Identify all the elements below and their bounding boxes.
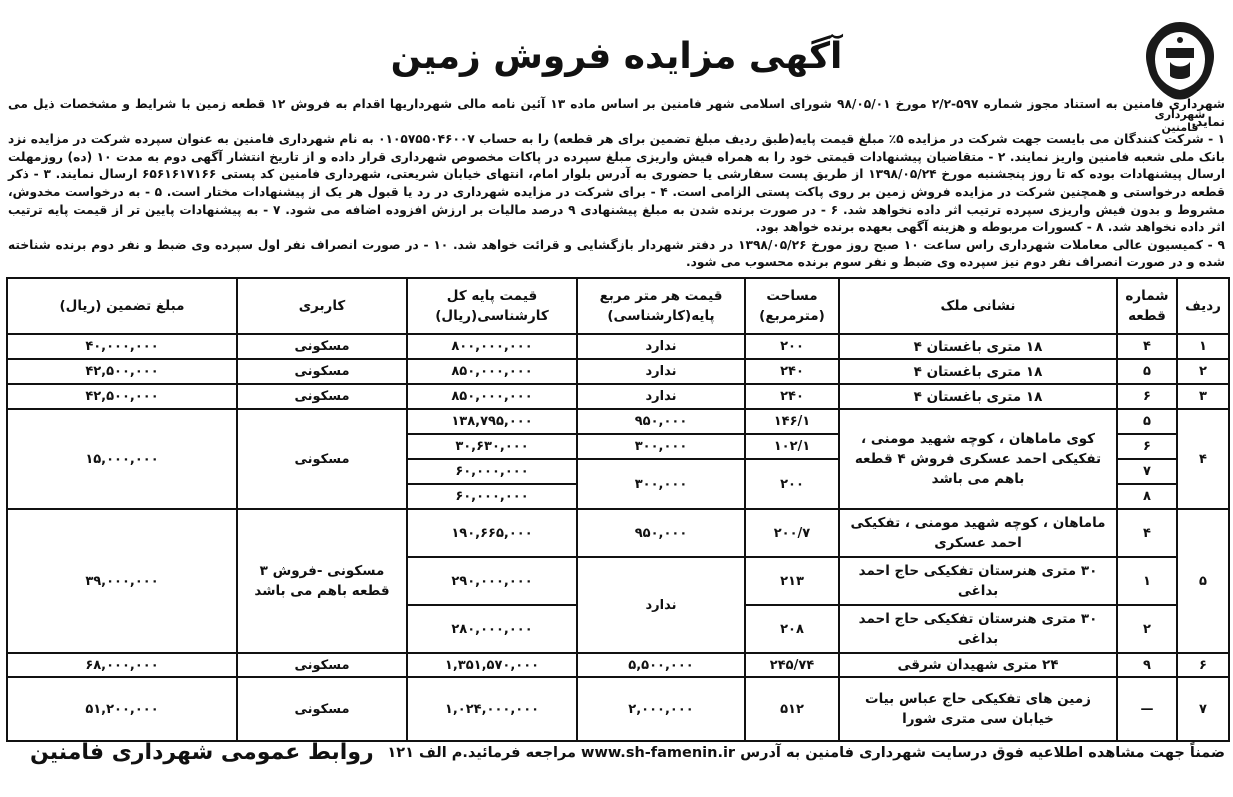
- cell-plot: ۴: [1117, 334, 1177, 359]
- cell-total-price: ۲۸۰,۰۰۰,۰۰۰: [407, 605, 577, 653]
- header-area: مساحت (مترمربع): [745, 278, 839, 334]
- table-row: [7, 359, 1229, 384]
- cell-unit-price: ندارد: [577, 359, 745, 384]
- cell-address: ۲۴ متری شهیدان شرقی: [839, 653, 1117, 677]
- cell-unit-price: ۳۰۰,۰۰۰: [577, 459, 745, 509]
- table-row: [7, 509, 1229, 557]
- cell-total-price: ۱,۳۵۱,۵۷۰,۰۰۰: [407, 653, 577, 677]
- cell-plot: ۷: [1117, 459, 1177, 484]
- cell-deposit: ۳۹,۰۰۰,۰۰۰: [7, 509, 237, 653]
- cell-total-price: ۱۹۰,۶۶۵,۰۰۰: [407, 509, 577, 557]
- cell-usage: مسکونی: [237, 384, 407, 409]
- header-total-price: قیمت پایه کل کارشناسی(ریال): [407, 278, 577, 334]
- cell-row: ۲: [1177, 359, 1229, 384]
- cell-address: ۳۰ متری هنرستان تفکیکی حاج احمد بداغی: [839, 605, 1117, 653]
- notice-title: آگهی مزایده فروش زمین: [390, 36, 843, 77]
- notice-body: [8, 96, 1225, 272]
- cell-row: ۳: [1177, 384, 1229, 409]
- cell-total-price: ۶۰,۰۰۰,۰۰۰: [407, 459, 577, 484]
- cell-address: ۳۰ متری هنرستان تفکیکی حاج احمد بداغی: [839, 557, 1117, 605]
- table-row: [7, 677, 1229, 741]
- cell-area: ۱۴۶/۱: [745, 409, 839, 434]
- cell-row: ۷: [1177, 677, 1229, 741]
- cell-row: ۶: [1177, 653, 1229, 677]
- cell-plot: ۹: [1117, 653, 1177, 677]
- cell-row: ۱: [1177, 334, 1229, 359]
- cell-plot: ۴: [1117, 509, 1177, 557]
- cell-total-price: ۱,۰۲۴,۰۰۰,۰۰۰: [407, 677, 577, 741]
- cell-usage: مسکونی: [237, 653, 407, 677]
- cell-unit-price: ۹۵۰,۰۰۰: [577, 509, 745, 557]
- cell-plot: ۶: [1117, 384, 1177, 409]
- cell-unit-price: ۳۰۰,۰۰۰: [577, 434, 745, 459]
- cell-row: ۵: [1177, 509, 1229, 653]
- cell-total-price: ۸۵۰,۰۰۰,۰۰۰: [407, 384, 577, 409]
- cell-total-price: ۶۰,۰۰۰,۰۰۰: [407, 484, 577, 509]
- cell-address: ۱۸ متری باغستان ۴: [839, 359, 1117, 384]
- cell-row: ۴: [1177, 409, 1229, 509]
- cell-usage: مسکونی: [237, 359, 407, 384]
- table-header-row: [7, 278, 1229, 334]
- header-plot-number: شماره قطعه: [1117, 278, 1177, 334]
- cell-address: ۱۸ متری باغستان ۴: [839, 334, 1117, 359]
- cell-usage: مسکونی -فروش ۳ قطعه باهم می باشد: [237, 509, 407, 653]
- header-usage: کاربری: [237, 278, 407, 334]
- cell-area: ۲۰۸: [745, 605, 839, 653]
- cell-usage: مسکونی: [237, 409, 407, 509]
- cell-area: ۵۱۲: [745, 677, 839, 741]
- cell-usage: مسکونی: [237, 334, 407, 359]
- notice-intro: شهرداری فامنین به استناد مجوز شماره ۵۹۷-۲/۲ مورخ ۹۸/۰۵/۰۱ شورای اسلامی شهر فامنین بر اساس ماده ۱۳ آئین نامه مالی شهرداریها اقدام به فروش ۱۲ قطعه زمین با شرایط و مشخصات ذیل می نماید.: [8, 97, 1225, 129]
- header-row-number: ردیف: [1177, 278, 1229, 334]
- cell-unit-price: ندارد: [577, 384, 745, 409]
- cell-deposit: ۴۰,۰۰۰,۰۰۰: [7, 334, 237, 359]
- table-row: [7, 384, 1229, 409]
- cell-plot: ۸: [1117, 484, 1177, 509]
- cell-address: ماماهان ، کوچه شهید مومنی ، تفکیکی احمد عسکری: [839, 509, 1117, 557]
- cell-area: ۲۴۰: [745, 384, 839, 409]
- cell-address: کوی ماماهان ، کوچه شهید مومنی ، تفکیکی احمد عسکری فروش ۴ قطعه باهم می باشد: [839, 409, 1117, 509]
- cell-unit-price: ۲,۰۰۰,۰۰۰: [577, 677, 745, 741]
- cell-plot: ۱: [1117, 557, 1177, 605]
- cell-deposit: ۱۵,۰۰۰,۰۰۰: [7, 409, 237, 509]
- cell-total-price: ۳۰,۶۳۰,۰۰۰: [407, 434, 577, 459]
- cell-unit-price: ندارد: [577, 557, 745, 653]
- cell-plot: ۲: [1117, 605, 1177, 653]
- cell-plot: ۵: [1117, 359, 1177, 384]
- cell-area: ۲۰۰/۷: [745, 509, 839, 557]
- cell-usage: مسکونی: [237, 677, 407, 741]
- cell-area: ۲۰۰: [745, 334, 839, 359]
- cell-plot: ۶: [1117, 434, 1177, 459]
- cell-unit-price: ندارد: [577, 334, 745, 359]
- land-table: [6, 277, 1230, 742]
- cell-plot: —: [1117, 677, 1177, 741]
- cell-address: ۱۸ متری باغستان ۴: [839, 384, 1117, 409]
- cell-deposit: ۴۲,۵۰۰,۰۰۰: [7, 359, 237, 384]
- cell-unit-price: ۹۵۰,۰۰۰: [577, 409, 745, 434]
- logo-caption: شهرداری فامنین: [1154, 108, 1206, 134]
- cell-plot: ۵: [1117, 409, 1177, 434]
- table-row: [7, 334, 1229, 359]
- cell-total-price: ۸۰۰,۰۰۰,۰۰۰: [407, 334, 577, 359]
- notice-conditions: ۱ - شرکت کنندگان می بایست جهت شرکت در مزایده ۵٪ مبلغ قیمت پایه(طبق ردیف مبلغ تضمین برای هر قطعه) را به حساب ۰۱۰۵۷۵۵۰۴۶۰۰۷ به نام شهرداری فامنین به عنوان سپرده شرکت در مزایده نزد بانک ملی شعبه فامنین واریز نمایند. ۲ - متقاضیان پیشنهادات قیمتی خود را به همراه فیش واریزی مبلغ سپرده در پاکات مخصوص شهرداری قرار داده و از تاریخ انتشار آگهی دوم به مدت ۱۰ (ده) روزمهلت ارسال پیشنهادات بوده که تا روز پنجشنبه مورخ ۱۳۹۸/۰۵/۲۴ از طریق پست سفارشی یا حضوری به آدرس بلوار امام، انتهای خیابان شریعتی، شهرداری فامنین کد پستی ۶۵۶۱۶۱۷۱۶۶ ارسال نمایند. ۳ - ذکر قطعه درخواستی و همچنین شرکت در مزایده فروش زمین بر روی پاکت پستی الزامی است. ۴ - برای شرکت در مزایده شهرداری در رد یا قبول هر یک از پیشنهادات مختار است. ۵ - به درخواست مخدوش، مشروط و بدون فیش واریزی سپرده ترتیب اثر داده نخواهد شد. ۶ - در صورت برنده شدن به مبلغ پیشنهادی ۹ درصد مالیات بر ارزش افزوده اضافه می شود. ۷ - به پیشنهادات پایین تر از قیمت پایه ترتیب اثر داده نخواهد شد. ۸ - کسورات مربوطه و هزینه آگهی بعهده برنده خواهد بود.: [8, 132, 1226, 235]
- cell-total-price: ۸۵۰,۰۰۰,۰۰۰: [407, 359, 577, 384]
- cell-total-price: ۱۳۸,۷۹۵,۰۰۰: [407, 409, 577, 434]
- cell-deposit: ۶۸,۰۰۰,۰۰۰: [7, 653, 237, 677]
- cell-unit-price: ۵,۵۰۰,۰۰۰: [577, 653, 745, 677]
- header-deposit: مبلغ تضمین (ریال): [7, 278, 237, 334]
- cell-area: ۲۰۰: [745, 459, 839, 509]
- table-row: [7, 653, 1229, 677]
- table-row: [7, 409, 1229, 434]
- cell-deposit: ۴۲,۵۰۰,۰۰۰: [7, 384, 237, 409]
- header-address: نشانی ملک: [839, 278, 1117, 334]
- cell-address: زمین های تفکیکی حاج عباس بیات خیابان سی متری شورا: [839, 677, 1117, 741]
- cell-area: ۲۴۵/۷۴: [745, 653, 839, 677]
- public-relations-signature: روابط عمومی شهرداری فامنین: [30, 740, 374, 765]
- cell-deposit: ۵۱,۲۰۰,۰۰۰: [7, 677, 237, 741]
- notice-commission: ۹ - کمیسیون عالی معاملات شهرداری راس ساعت ۱۰ صبح روز مورخ ۱۳۹۸/۰۵/۲۶ در دفتر شهردار بازگشایی و قرائت خواهد شد. ۱۰ - در صورت انصراف نفر اول سپرده وی ضبط و نفر دوم برنده شناخته شده و در صورت انصراف نفر دوم نیز سپرده وی ضبط و نفر سوم برنده محسوب می شود.: [8, 237, 1225, 270]
- header-unit-price: قیمت هر متر مربع پایه(کارشناسی): [577, 278, 745, 334]
- cell-area: ۲۴۰: [745, 359, 839, 384]
- website-note: ضمناً جهت مشاهده اطلاعیه فوق درسایت شهرداری فامنین به آدرس www.sh-famenin.ir مراجعه فرمائید.م الف ۱۲۱: [387, 745, 1225, 761]
- cell-area: ۲۱۳: [745, 557, 839, 605]
- cell-area: ۱۰۲/۱: [745, 434, 839, 459]
- cell-total-price: ۲۹۰,۰۰۰,۰۰۰: [407, 557, 577, 605]
